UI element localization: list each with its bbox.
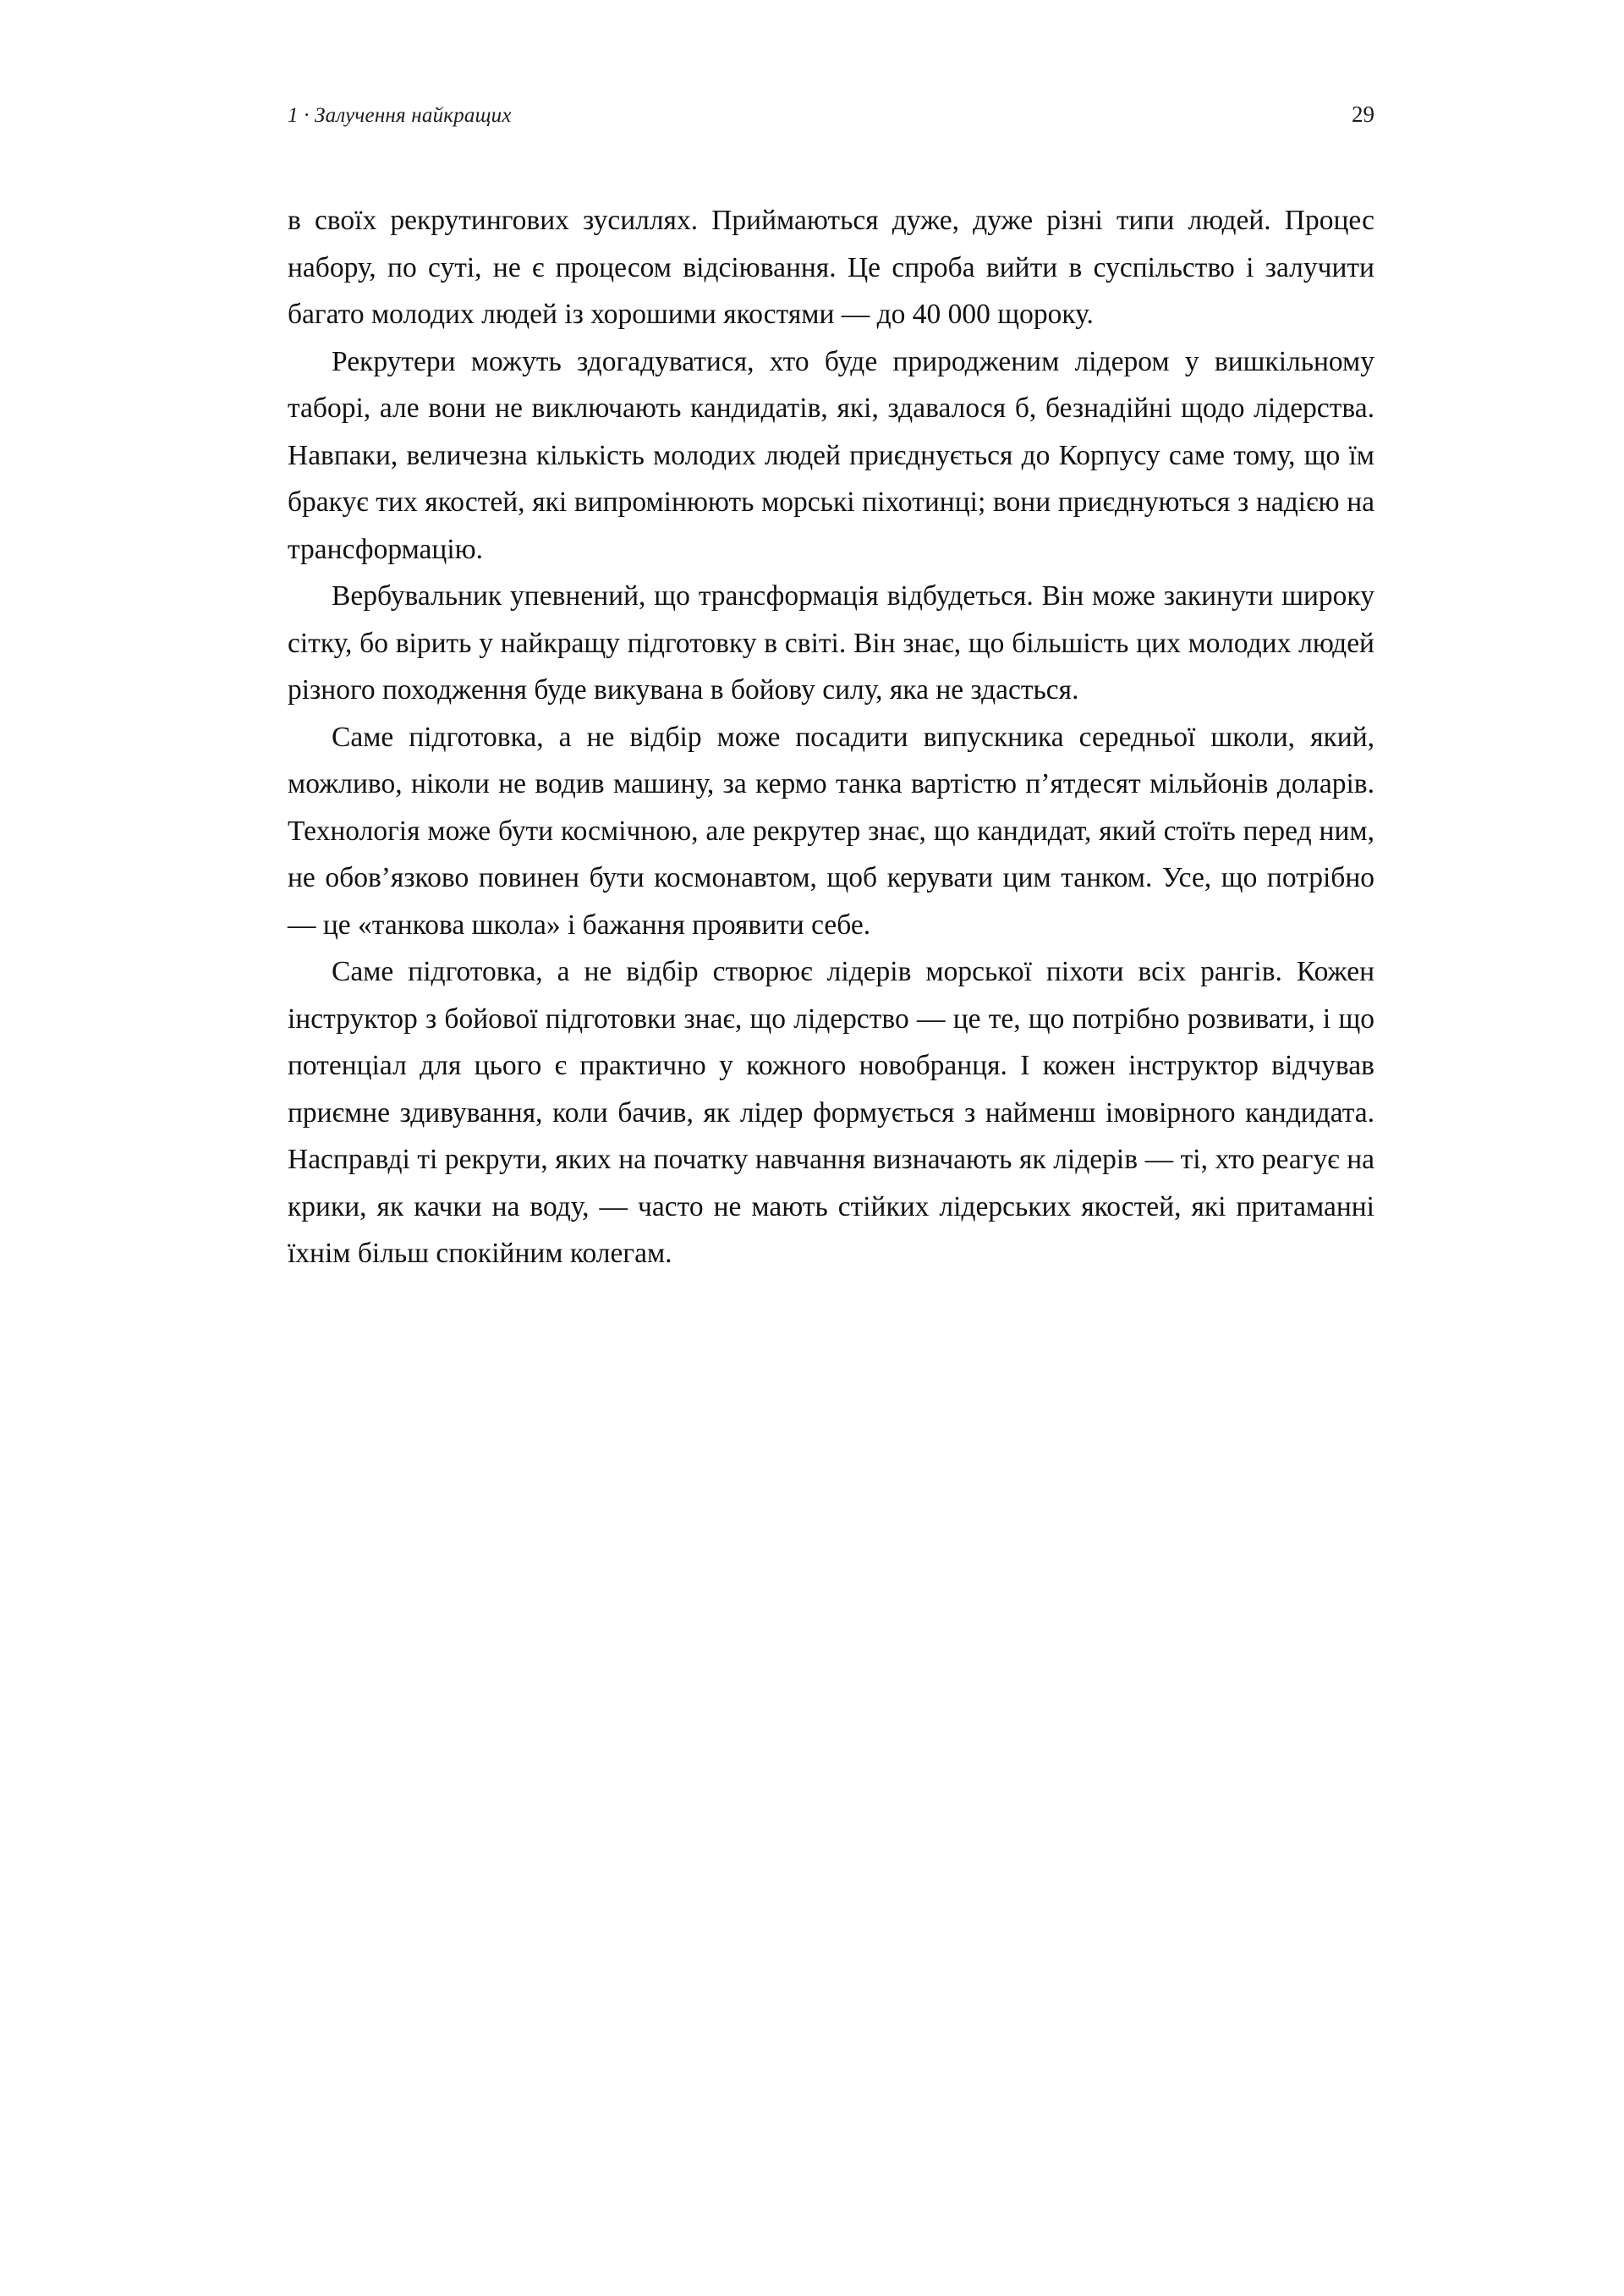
paragraph: Рекрутери можуть здогадуватися, хто буде природженим лідером у вишкільному таборі, але вони не виключають кандидатів, які, здавалося б, безнадійні щодо лідерства. Навпаки, величезна кількість молодих людей приєднується до Корпусу саме тому, що їм бракує тих якостей, які випромінюють морські піхотинці; вони приєднуються з надією на трансформацію. — [288, 345, 1374, 565]
chapter-label: 1 · Залучення найкращих — [288, 104, 512, 127]
running-head — [288, 102, 1374, 128]
page-number: 29 — [1352, 102, 1374, 127]
paragraph: Саме підготовка, а не відбір створює лідерів морської піхоти всіх рангів. Кожен інструктор з бойової підготовки знає, що лідерство — це те, що потрібно розвивати, і що потенціал для цього є практично у кожного новобранця. І кожен інструктор відчував приємне здивування, коли бачив, як лідер формується з найменш імовірного кандидата. Насправді ті рекрути, яких на початку навчання визначають як лідерів — ті, хто реагує на крики, як качки на воду, — часто не мають стійких лідерських якостей, які притаманні їхнім більш спокійним колегам. — [288, 956, 1374, 1269]
body-text — [288, 197, 1374, 1277]
paragraph: Саме підготовка, а не відбір може посадити випускника середньої школи, який, можливо, ніколи не водив машину, за кермо танка вартістю п’ятдесят мільйонів доларів. Технологія може бути космічною, але рекрутер знає, що кандидат, який стоїть перед ним, не обов’язково повинен бути космонавтом, щоб керувати цим танком. Усе, що потрібно — це «танкова школа» і бажання проявити себе. — [288, 721, 1374, 941]
page-content — [288, 102, 1374, 1277]
paragraph: Вербувальник упевнений, що трансформація відбудеться. Він може закинути широку сітку, бо вірить у найкращу підготовку в світі. Він знає, що більшість цих молодих людей різного походження буде викувана в бойову силу, яка не здасться. — [288, 580, 1374, 706]
paragraph: в своїх рекрутингових зусиллях. Приймаються дуже, дуже різні типи людей. Процес набору, по суті, не є процесом відсіювання. Це спроба вийти в суспільство і залучити багато молодих людей із хорошими якостями — до 40 000 щороку. — [288, 205, 1374, 330]
